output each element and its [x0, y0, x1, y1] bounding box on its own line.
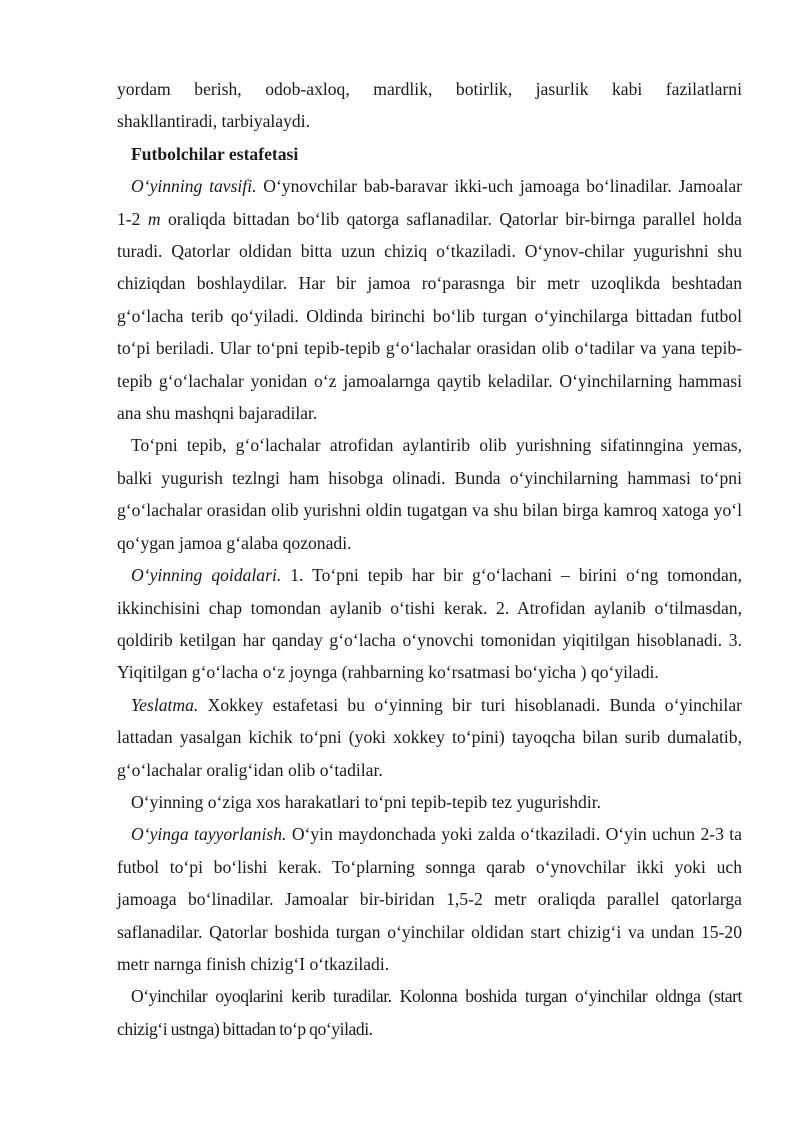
paragraph-intro-continuation — [117, 73, 742, 138]
section-heading: Futbolchilar estafetasi — [131, 143, 299, 164]
note-text: Xokkey estafetasi bu o‘yinning bir turi hisoblanadi. Bunda o‘yinchilar lattadan yasalgan kichik to‘pni (yoki xokkey to‘pini) tayoqcha bilan surib dumalatib, g‘o‘lachalar oralig‘idan olib o‘tadilar. — [117, 694, 742, 780]
paragraph-game-description — [117, 170, 742, 429]
game-description-text-1: O‘ynovchilar bab-baravar ikki-uch jamoaga bo‘linadilar. Jamoalar 1-2 — [117, 176, 742, 229]
preparation-lead: O‘yinga tayyorlanish. — [131, 824, 287, 845]
document-page — [117, 73, 742, 1045]
intro-line-2: shakllantiradi, tarbiyalaydi. — [117, 111, 310, 132]
game-description-lead: O‘yinning tavsifi. — [131, 176, 257, 197]
paragraph-starting-position: O‘yinchilar oyoqlarini kerib turadilar. Kolonna boshida turgan o‘yinchilar oldnga (start chizig‘i ustnga) bittadan to‘p qo‘yiladi. — [117, 986, 742, 1039]
paragraph-game-rules — [117, 559, 742, 689]
paragraph-scoring: To‘pni tepib, g‘o‘lachalar atrofidan aylantirib olib yurishning sifatinngina yemas, balki yugurish tezlngi ham hisobga olinadi. Bunda o‘yinchilarning hammasi to‘pni g‘o‘lachalar orasidan olib yurishni oldin tugatgan va shu bilan birga kamroq xatoga yo‘l qo‘ygan jamoa g‘alaba qozonadi. — [117, 435, 742, 553]
preparation-text: O‘yin maydonchada yoki zalda o‘tkaziladi. O‘yin uchun 2-3 ta futbol to‘pi bo‘lishi kerak. To‘plarning sonnga qarab o‘ynovchilar ikki yoki uch jamoaga bo‘linadilar. Jamoalar bir-biridan 1,5-2 metr oraliqda parallel qatorlarga saflanadilar. Qatorlar boshida turgan o‘yinchilar oldidan start chizig‘i va undan 15-20 metr narnga finish chizig‘I o‘tkaziladi. — [117, 824, 742, 974]
game-rules-text: 1. To‘pni tepib har bir g‘o‘lachani – birini o‘ng tomondan, ikkinchisini chap tomondan aylanib o‘tishi kerak. 2. Atrofidan aylanib o‘tilmasdan, qoldirib ketilgan har qanday g‘o‘lacha o‘ynovchi tomonidan yiqitilgan hisoblanadi. 3. Yiqitilgan g‘o‘lacha o‘z joynga (rahbarning ko‘rsatmasi bo‘yicha ) qo‘yiladi. — [117, 565, 742, 683]
game-description-text-2: oraliqda bittadan bo‘lib qatorga saflanadilar. Qatorlar bir-birnga parallel holda turadi. Qatorlar oldidan bitta uzun chiziq o‘tkaziladi. O‘ynov-chilar yugurishni shu chiziqdan boshlaydilar. Har bir jamoa ro‘parasnga bir metr uzoqlikda beshtadan g‘o‘lacha terib qo‘yiladi. Oldinda birinchi bo‘lib turgan o‘yinchilarga bittadan futbol to‘pi beriladi. Ular to‘pni tepib-tepib g‘o‘lachalar orasidan olib o‘tadilar va yana tepib-tepib g‘o‘lachalar yonidan o‘z jamoalarnga qaytib keladilar. O‘yinchilarning hammasi ana shu mashqni bajaradilar. — [117, 208, 742, 424]
paragraph-note — [117, 689, 742, 786]
unit-m: m — [147, 208, 161, 229]
intro-line-1: yordam berish, odob-axloq, mardlik, botirlik, jasurlik kabi fazilatlarni — [117, 79, 742, 99]
paragraph-characteristic-actions: O‘yinning o‘ziga xos harakatlari to‘pni tepib-tepib tez yugurishdir. — [131, 791, 602, 812]
paragraph-preparation — [117, 818, 742, 980]
game-rules-lead: O‘yinning qoidalari. — [131, 565, 282, 586]
note-lead: Yeslatma. — [131, 694, 199, 715]
